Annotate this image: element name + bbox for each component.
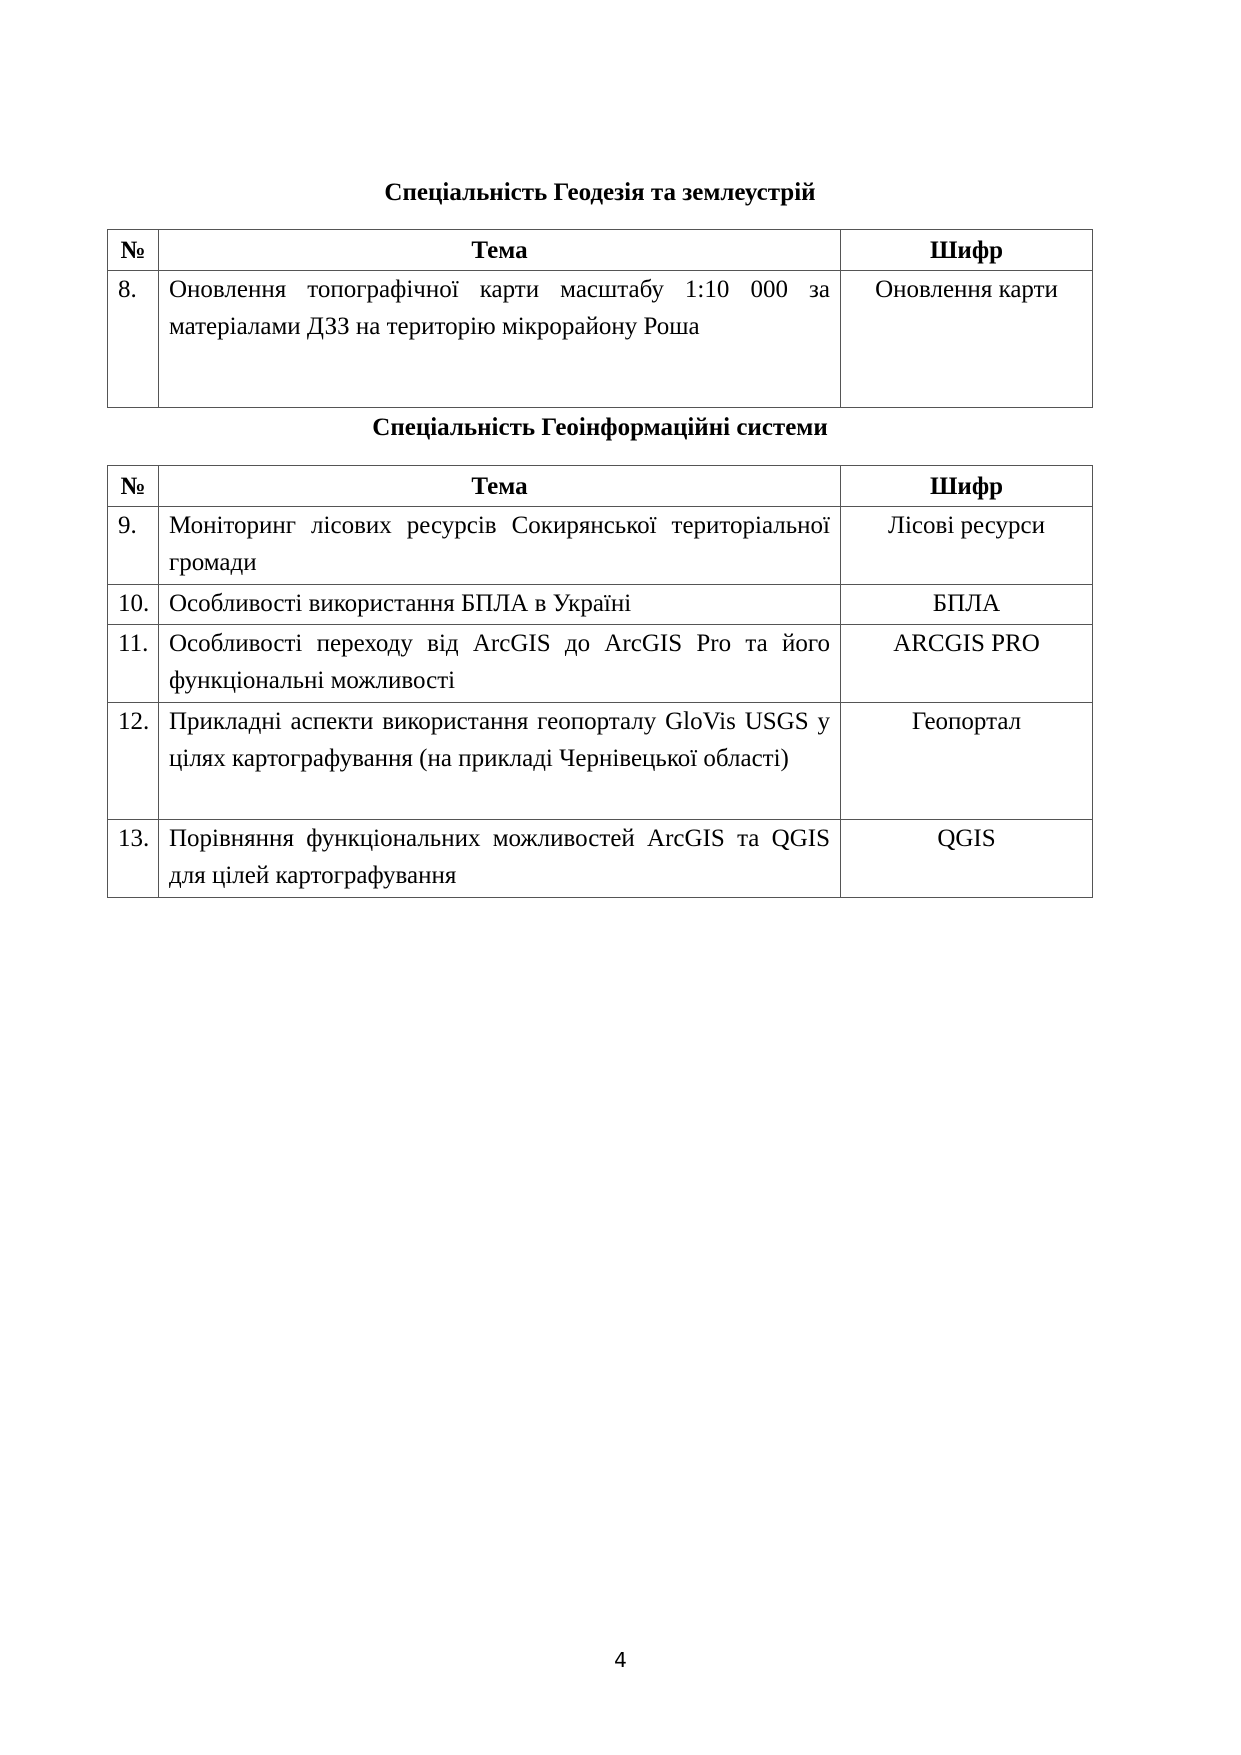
row-num: 10. (108, 585, 159, 625)
section-title-geodesy: Спеціальність Геодезія та землеустрій (384, 179, 816, 206)
header-num: № (108, 230, 159, 271)
table-header-row (108, 230, 1093, 271)
row-topic: Особливості переходу від ArcGIS до ArcGIS Pro та його функціональні можливості (159, 625, 841, 703)
header-code: Шифр (841, 466, 1093, 507)
row-topic: Оновлення топографічної карти масштабу 1:10 000 за матеріалами ДЗЗ на територію мікрорайону Роша (159, 271, 841, 408)
row-num: 13. (108, 820, 159, 898)
table-row (108, 585, 1093, 625)
table-row (108, 625, 1093, 703)
table-header-row (108, 466, 1093, 507)
header-num: № (108, 466, 159, 507)
topics-table-gis (107, 465, 1093, 898)
topics-table-geodesy (107, 229, 1093, 408)
row-num: 12. (108, 703, 159, 820)
row-code: ARCGIS PRO (841, 625, 1093, 703)
row-num: 9. (108, 507, 159, 585)
table-row (108, 271, 1093, 408)
row-code: БПЛА (841, 585, 1093, 625)
table-row (108, 820, 1093, 898)
row-topic: Прикладні аспекти використання геопорталу GloVis USGS у цілях картографування (на прикладі Чернівецької області) (159, 703, 841, 820)
row-topic: Порівняння функціональних можливостей ArcGIS та QGIS для цілей картографування (159, 820, 841, 898)
row-topic: Особливості використання БПЛА в Україні (159, 585, 841, 625)
row-code: Геопортал (841, 703, 1093, 820)
table-row (108, 703, 1093, 820)
section-title-gis: Спеціальність Геоінформаційні системи (372, 414, 828, 441)
row-code: QGIS (841, 820, 1093, 898)
row-num: 8. (108, 271, 159, 408)
row-code: Оновлення карти (841, 271, 1093, 408)
header-topic: Тема (159, 230, 841, 271)
table-row (108, 507, 1093, 585)
row-num: 11. (108, 625, 159, 703)
row-code: Лісові ресурси (841, 507, 1093, 585)
page-number: 4 (614, 1648, 627, 1672)
header-topic: Тема (159, 466, 841, 507)
row-topic: Моніторинг лісових ресурсів Сокирянської територіальної громади (159, 507, 841, 585)
header-code: Шифр (841, 230, 1093, 271)
